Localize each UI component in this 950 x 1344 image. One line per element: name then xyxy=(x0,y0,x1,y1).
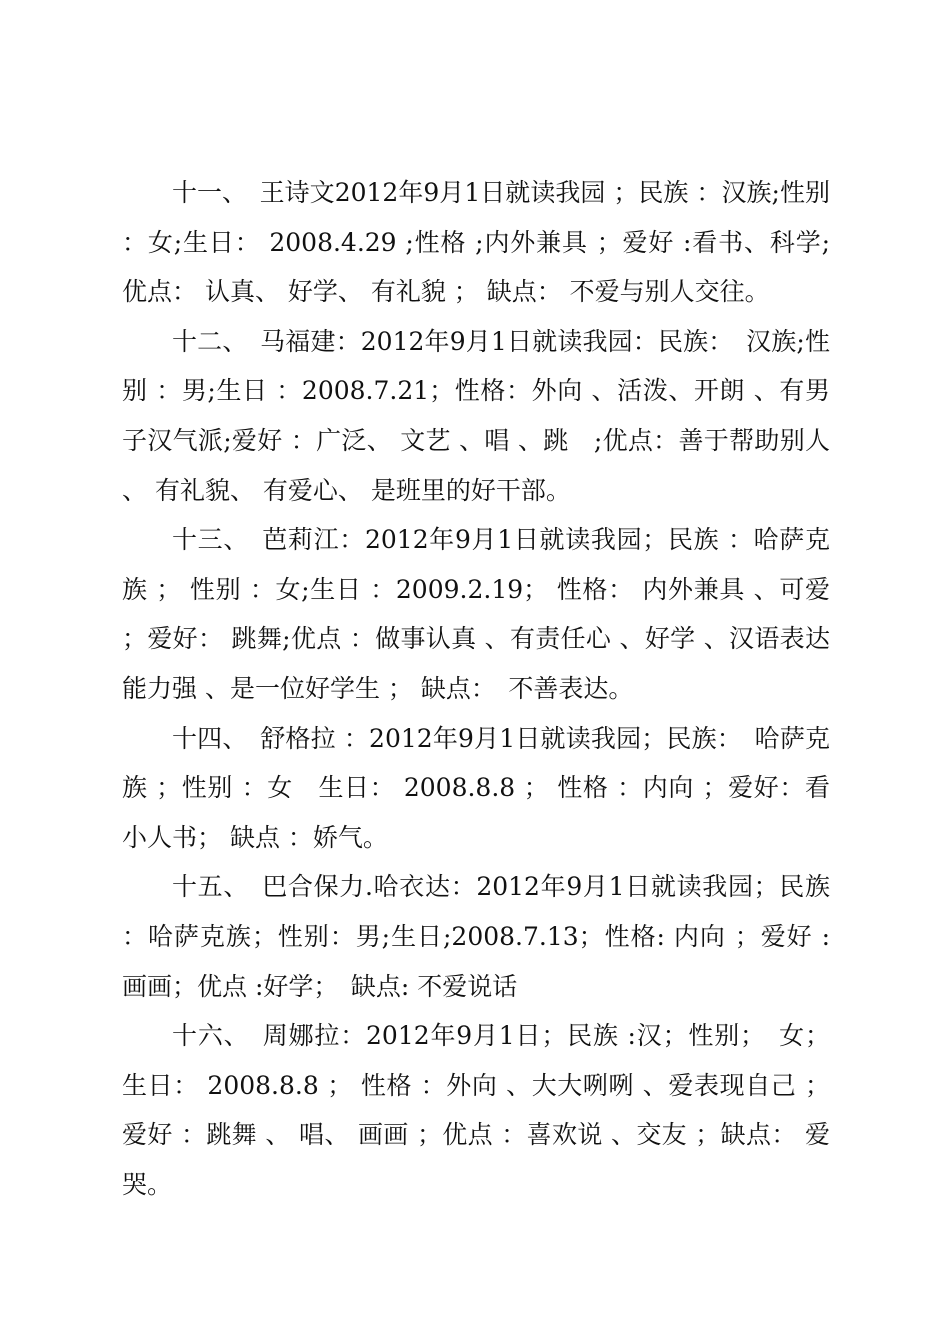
student-entry-13: 十三、 芭莉江：2012年9月1日就读我园；民族 ：哈萨克族 ； 性别 ：女;生日 ：2009.2.19； 性格： 内外兼具 、可爱 ；爱好： 跳舞;优点 ：做事认真 、有责任心 、好学 、汉语表达能力强 、是一位好学生 ； 缺点： 不善表达。 xyxy=(122,525,830,703)
student-entry-16: 十六、 周娜拉：2012年9月1日；民族 :汉；性别； 女；生日： 2008.8.8 ； 性格 ：外向 、大大咧咧 、爱表现自己 ；爱好 ：跳舞 、 唱、 画画 ；优点 ：喜欢说 、交友 ；缺点： 爱哭。 xyxy=(122,1021,830,1199)
student-entry-11: 十一、 王诗文2012年9月1日就读我园 ；民族 ：汉族;性别 ：女;生日： 2008.4.29 ;性格 ;内外兼具 ；爱好 :看书、科学;优点： 认真、 好学、 有礼貌 ； 缺点： 不爱与别人交往。 xyxy=(122,178,830,307)
document-body xyxy=(122,168,830,1209)
student-entry-15: 十五、 巴合保力.哈衣达：2012年9月1日就读我园；民族 ：哈萨克族；性别：男;生日;2008.7.13；性格: 内向 ；爱好 :画画；优点 :好学； 缺点: 不爱说话 xyxy=(122,872,830,1001)
student-entry-12: 十二、 马福建：2012年9月1日就读我园：民族： 汉族;性别 ：男;生日 ：2008.7.21；性格：外向 、活泼、开朗 、有男子汉气派;爱好 ：广泛、 文艺 、唱 、跳 ;优点：善于帮助别人、 有礼貌、 有爱心、 是班里的好干部。 xyxy=(122,326,830,505)
student-entry-14: 十四、 舒格拉 ：2012年9月1日就读我园；民族： 哈萨克族 ；性别 ：女 生日： 2008.8.8 ； 性格 ：内向 ；爱好：看小人书； 缺点 ：娇气。 xyxy=(122,723,830,852)
